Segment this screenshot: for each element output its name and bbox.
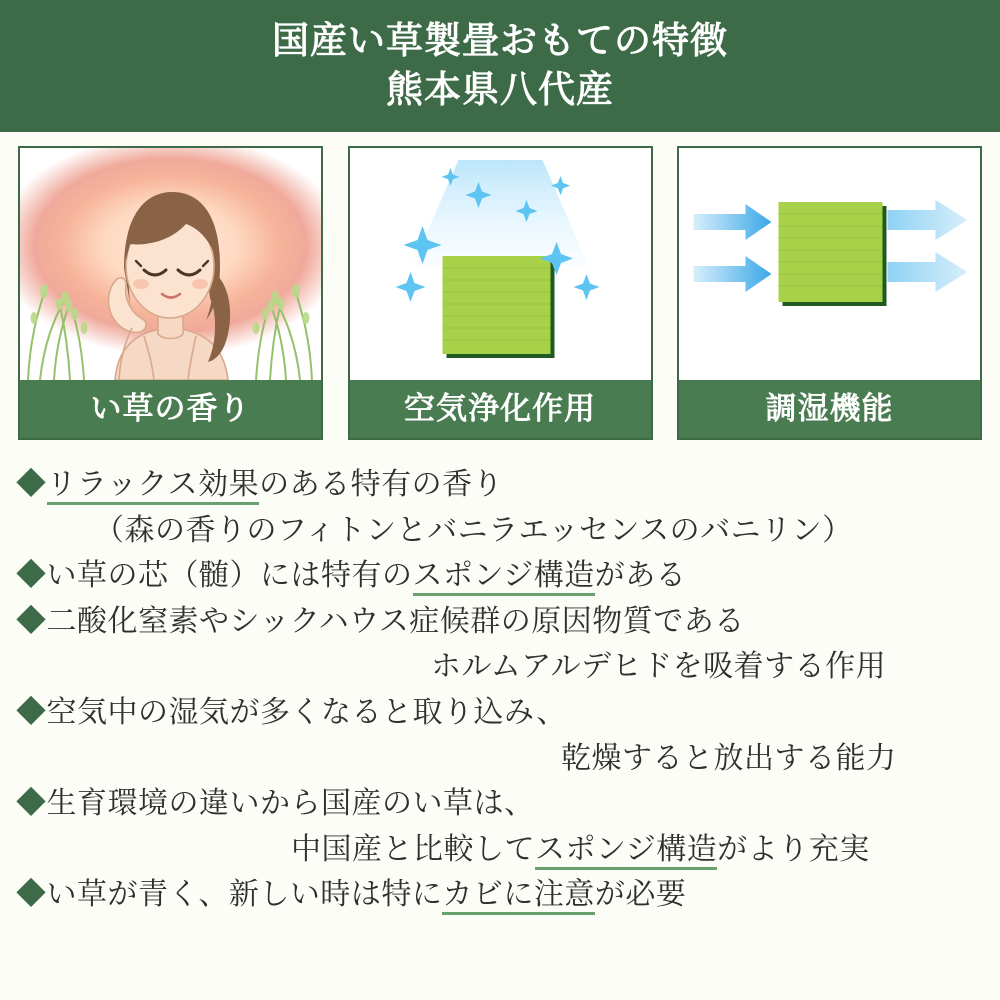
feature-line-8 (16, 781, 984, 827)
bullet-icon: ◆ (16, 878, 47, 912)
feature-line-7 (16, 736, 984, 782)
feature-line-4 (16, 599, 984, 645)
feature-1-highlight: リラックス効果 (47, 468, 260, 505)
card-caption-humidity: 調湿機能 (679, 380, 980, 438)
feature-4-text: 二酸化窒素やシックハウス症候群の原因物質である (46, 604, 745, 638)
page-title-line2: 熊本県八代産 (386, 69, 614, 110)
feature-9-tail: がより充実 (717, 832, 870, 866)
humidity-figure (679, 148, 980, 380)
feature-line-5 (16, 644, 984, 690)
feature-6-text: 空気中の湿気が多くなると取り込み、 (46, 695, 567, 729)
card-igusa-aroma (18, 146, 323, 440)
feature-8-text: 生育環境の違いから国産のい草は、 (46, 787, 535, 821)
feature-3-tail: がある (594, 559, 687, 593)
feature-list (0, 440, 1000, 918)
feature-9-highlight: スポンジ構造 (535, 833, 717, 870)
feature-10-highlight: カビに注意 (442, 878, 595, 915)
card-humidity-control (677, 146, 982, 440)
feature-line-3 (16, 553, 984, 599)
aroma-figure (20, 148, 321, 380)
page-title-line1: 国産い草製畳おもての特徴 (272, 20, 728, 62)
bullet-icon: ◆ (16, 559, 47, 593)
feature-10-tail: が必要 (594, 878, 687, 912)
feature-line-9 (16, 827, 984, 873)
card-air-purification (348, 146, 653, 440)
feature-10-lead: い草が青く、新しい時は特に (46, 878, 443, 912)
bullet-icon: ◆ (16, 695, 47, 729)
feature-line-10 (16, 872, 984, 918)
feature-line-2 (16, 508, 984, 554)
feature-3-highlight: スポンジ構造 (413, 559, 595, 596)
bullet-icon: ◆ (16, 468, 47, 501)
feature-7-text: 乾燥すると放出する能力 (561, 741, 897, 775)
feature-9-lead: 中国産と比較して (291, 832, 535, 866)
feature-line-6 (16, 690, 984, 736)
feature-line-1 (16, 462, 984, 508)
feature-cards (0, 132, 1000, 440)
feature-1-rest: のある特有の香り (259, 468, 504, 501)
woman-illustration-icon (20, 148, 320, 380)
card-caption-aroma: い草の香り (20, 380, 321, 438)
card-caption-air: 空気浄化作用 (350, 380, 651, 438)
humidity-control-icon (679, 148, 980, 380)
feature-5-text: ホルムアルデヒドを吸着する作用 (431, 650, 887, 684)
bullet-icon: ◆ (16, 787, 47, 821)
air-purification-figure (350, 148, 651, 380)
feature-2-text: （森の香りのフィトンとバニラエッセンスのバニリン） (94, 513, 853, 547)
bullet-icon: ◆ (16, 604, 47, 638)
page-header (0, 0, 1000, 132)
feature-3-lead: い草の芯（髄）には特有の (46, 559, 413, 593)
air-purification-icon (350, 148, 651, 380)
